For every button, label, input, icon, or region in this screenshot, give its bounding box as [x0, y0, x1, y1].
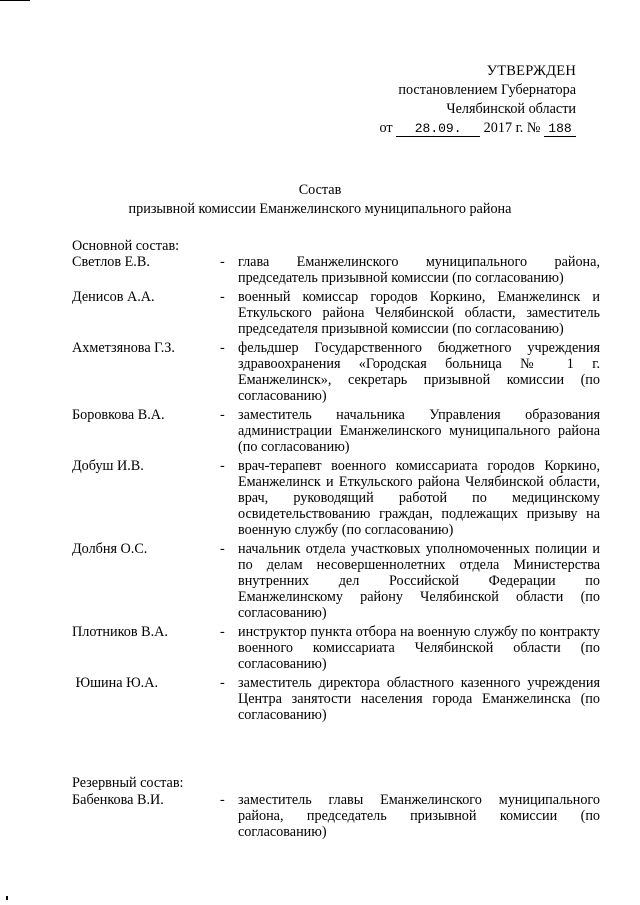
scan-corner-mark [0, 0, 30, 1]
member-name: Денисов А.А. [72, 289, 155, 305]
date-field: 28.09. [396, 121, 480, 137]
member-name: Добуш И.В. [72, 458, 144, 474]
date-prefix: от [379, 120, 393, 136]
member-dash: - [220, 458, 225, 474]
member-name: Боровкова В.А. [72, 407, 165, 423]
member-dash: - [220, 340, 225, 356]
approval-stamp [316, 62, 576, 138]
member-dash: - [220, 792, 225, 808]
main-members-list [72, 254, 600, 723]
member-dash: - [220, 407, 225, 423]
member-dash: - [220, 624, 225, 640]
member-dash: - [220, 675, 225, 691]
number-field: 188 [544, 121, 576, 137]
member-role: заместитель главы Еманжелинского муниципального района, председатель призывной комиссии (по согласованию) [238, 792, 600, 840]
member-row [72, 458, 600, 538]
member-role: начальник отдела участковых уполномоченных полиции и по делам несовершеннолетних отдела Министерства внутренних дел Российской Федерации по Еманжелинскому району Челябинской области (по согласованию) [238, 541, 600, 621]
member-name: Ахметзянова Г.З. [72, 340, 175, 356]
member-row [72, 792, 600, 840]
member-name: Бабенкова В.И. [72, 792, 164, 808]
member-role: заместитель директора областного казенного учреждения Центра занятости населения города Еманжелинска (по согласованию) [238, 675, 600, 723]
member-dash: - [220, 289, 225, 305]
approval-title: УТВЕРЖДЕН [486, 63, 576, 79]
member-role: фельдшер Государственного бюджетного учреждения здравоохранения «Городская больница № 1 г. Еманжелинск», секретарь призывной комиссии (по согласованию) [238, 340, 600, 404]
member-row [72, 541, 600, 621]
member-name: Плотников В.А. [72, 624, 168, 640]
member-row [72, 407, 600, 455]
member-role: врач-терапевт военного комиссариата городов Коркино, Еманжелинск и Еткульского района Челябинской области, врач, руководящий работой по медицинскому освидетельствованию граждан, подлежащих призыву на военную службу (по согласованию) [238, 458, 600, 538]
approval-line-2: Челябинской области [446, 101, 576, 117]
member-row [72, 624, 600, 672]
member-name: Юшина Ю.А. [72, 675, 159, 691]
member-role: глава Еманжелинского муниципального района, председатель призывной комиссии (по согласованию) [238, 254, 600, 286]
member-dash: - [220, 541, 225, 557]
document-subtitle: призывной комиссии Еманжелинского муниципального района [128, 201, 512, 217]
approval-line-1: постановлением Губернатора [398, 82, 576, 98]
approval-date-line [316, 119, 576, 138]
date-suffix: 2017 г. № [483, 120, 541, 136]
member-name: Долбня О.С. [72, 541, 148, 557]
member-row [72, 289, 600, 337]
reserve-members-list [72, 792, 600, 840]
member-row [72, 675, 600, 723]
member-row [72, 254, 600, 286]
member-row [72, 340, 600, 404]
member-role: военный комиссар городов Коркино, Еманжелинск и Еткульского района Челябинской области, заместитель председателя призывной комиссии (по согласованию) [238, 289, 600, 337]
member-role: заместитель начальника Управления образования администрации Еманжелинского муниципального района (по согласованию) [238, 407, 600, 455]
document-title: Состав [298, 182, 342, 198]
main-section-label: Основной состав: [72, 238, 180, 254]
reserve-section-label: Резервный состав: [72, 775, 184, 791]
member-name: Светлов Е.В. [72, 254, 150, 270]
member-role: инструктор пункта отбора на военную службу по контракту военного комиссариата Челябинской области (по согласованию) [238, 624, 600, 672]
member-dash: - [220, 254, 225, 270]
scan-edge-mark [6, 896, 8, 900]
